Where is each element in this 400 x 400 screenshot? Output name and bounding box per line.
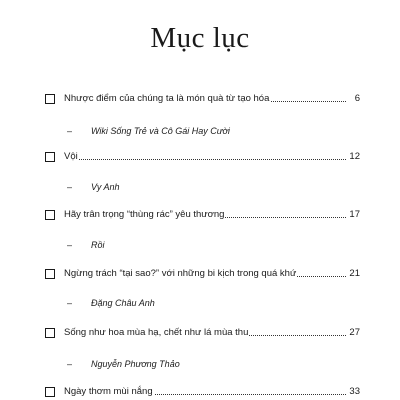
dot-leader (64, 159, 346, 160)
author-name: Nguyễn Phương Thảo (91, 359, 180, 369)
toc-entry[interactable] (45, 92, 360, 108)
checkbox-icon (45, 269, 55, 279)
author-dash: – (67, 359, 73, 369)
page-title: Mục lục (150, 22, 250, 54)
entry-title: Sống như hoa mùa hạ, chết như lá mùa thu (64, 327, 249, 338)
author-name: Vy Anh (91, 182, 120, 192)
page-number: 17 (349, 209, 360, 220)
entry-author (67, 358, 180, 370)
entry-title: Ngày thơm mùi nắng (64, 386, 153, 397)
page-number: 12 (349, 151, 360, 162)
checkbox-icon (45, 94, 55, 104)
entry-author (67, 239, 105, 251)
entry-title: Ngừng trách “tại sao?” với những bi kịch trong quá khứ (64, 268, 297, 279)
entry-author (67, 125, 230, 137)
entry-author (67, 297, 155, 309)
author-dash: – (67, 298, 73, 308)
entry-title: Hãy trân trọng “thùng rác” yêu thương (64, 209, 225, 220)
page-number: 27 (349, 327, 360, 338)
page-number: 21 (349, 268, 360, 279)
entry-author (67, 181, 120, 193)
page-number: 6 (354, 93, 360, 104)
toc-entry[interactable] (45, 208, 360, 224)
page-number: 33 (349, 386, 360, 397)
checkbox-icon (45, 152, 55, 162)
toc-entry[interactable] (45, 385, 360, 400)
toc-entry[interactable] (45, 326, 360, 342)
author-dash: – (67, 182, 73, 192)
toc-entry[interactable] (45, 150, 360, 166)
entry-title: Nhược điểm của chúng ta là món quà từ tạo hóa (64, 93, 270, 104)
author-name: Wiki Sống Trẻ và Cô Gái Hay Cười (91, 126, 230, 136)
toc-entry[interactable] (45, 267, 360, 283)
author-dash: – (67, 240, 73, 250)
checkbox-icon (45, 387, 55, 397)
checkbox-icon (45, 210, 55, 220)
author-dash: – (67, 126, 73, 136)
checkbox-icon (45, 328, 55, 338)
entry-title: Vội (64, 151, 78, 162)
author-name: Rồi (91, 240, 105, 250)
author-name: Đặng Châu Anh (91, 298, 155, 308)
